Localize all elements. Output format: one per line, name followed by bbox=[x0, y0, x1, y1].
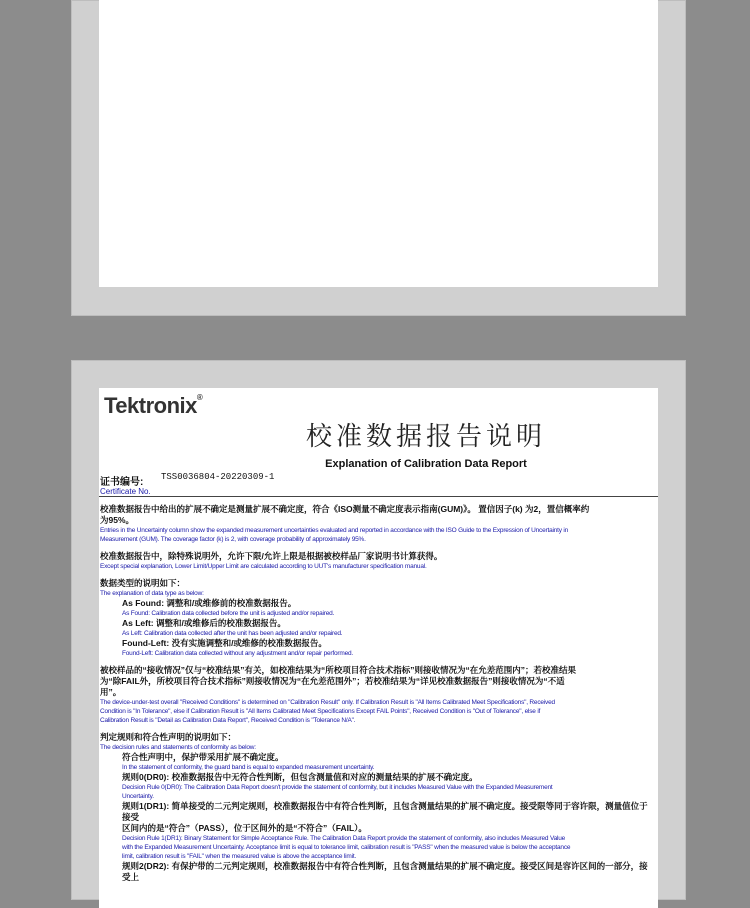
certificate-number: TSS0036804-20220309-1 bbox=[161, 472, 275, 482]
text-line-cn: 被校样品的“接收情况”仅与“校准结果”有关，如校准结果为“所校项目符合技术指标”则接收情况为“在允差范围内”；若校准结果 bbox=[100, 665, 577, 675]
text-line-cn: 符合性声明中，保护带采用扩展不确定度。 bbox=[122, 752, 284, 762]
text-line-cn: As Found: 调整和/或维修前的校准数据报告。 bbox=[122, 598, 297, 608]
text-line-en: Entries in the Uncertainty column show the expanded measurement uncertainties evaluated and reported in accordance with the ISO Guide to the Expression of Uncertainty in bbox=[100, 527, 569, 534]
document-body bbox=[100, 504, 656, 890]
text-line-en: Decision Rule 1(DR1): Binary Statement for Simple Acceptance Rule. The Calibration Data Report provide the statement of conformity, also includes Measured Value bbox=[122, 835, 566, 842]
text-line-en: Uncertainty. bbox=[122, 793, 154, 800]
text-line-cn: 校准数据报告中给出的扩展不确定是测量扩展不确定度，符合《ISO测量不确定度表示指南(GUM)》。 置信因子(k) 为2，置信概率约 bbox=[100, 504, 590, 514]
section-gap bbox=[100, 725, 656, 732]
text-line-cn: 数据类型的说明如下： bbox=[100, 578, 186, 588]
text-line-en: with the Expanded Measurement Uncertainty. Acceptance limit is equal to tolerance limit, calibration result is "PASS" when the measured value is below the acceptance bbox=[122, 844, 571, 851]
section-gap bbox=[100, 658, 656, 665]
doc-section bbox=[100, 551, 656, 571]
doc-section bbox=[100, 504, 656, 544]
text-line-en: Measurement (GUM). The coverage factor (k) is 2, with coverage probability of approximately 95%. bbox=[100, 536, 366, 543]
section-gap bbox=[100, 571, 656, 578]
doc-section bbox=[100, 665, 656, 725]
text-line-en: The explanation of data type as below: bbox=[100, 590, 204, 597]
text-line-en: The device-under-test overall "Received Conditions" is determined on "Calibration Result" only. If Calibration Result is "All Items Calibrated Meet Specifications", Received bbox=[100, 699, 555, 706]
doc-section bbox=[100, 732, 656, 883]
text-line-en: Calibration Result is "Detail as Calibration Data Report", Received Condition is "Tolerance N/A". bbox=[100, 717, 356, 724]
header-divider bbox=[99, 496, 658, 497]
title-english: Explanation of Calibration Data Report bbox=[325, 458, 527, 470]
previous-page-sheet bbox=[99, 0, 658, 287]
text-line-en: The decision rules and statements of conformity as below: bbox=[100, 744, 256, 751]
section-gap bbox=[100, 883, 656, 890]
text-line-cn: 规则0(DR0): 校准数据报告中无符合性判断，但包含测量值和对应的测量结果的扩展不确定度。 bbox=[122, 772, 478, 782]
text-line-cn: 判定规则和符合性声明的说明如下： bbox=[100, 732, 237, 742]
certificate-label-cn: 证书编号: bbox=[100, 477, 144, 488]
tektronix-logo: Tektronix® bbox=[104, 393, 203, 418]
text-line-en: limit, calibration result is "FAIL" when the measured value is above the acceptance limit. bbox=[122, 853, 357, 860]
text-line-en: As Left: Calibration data collected after the unit has been adjusted and/or repaired. bbox=[122, 630, 343, 637]
text-line-en: Found-Left: Calibration data collected without any adjustment and/or repair performed. bbox=[122, 650, 354, 657]
text-line-cn: Found-Left: 没有实施调整和/或维修的校准数据报告。 bbox=[122, 638, 327, 648]
document-page bbox=[99, 388, 658, 908]
text-line-en: Decision Rule 0(DR0): The Calibration Data Report doesn't provide the statement of conformity, but it includes Measured Value with the Expanded Measurement bbox=[122, 784, 553, 791]
section-gap bbox=[100, 544, 656, 551]
text-line-en: Except special explanation, Lower Limit/Upper Limit are calculated according to UUT's manufacturer specification manual. bbox=[100, 563, 427, 570]
text-line-en: As Found: Calibration data collected before the unit is adjusted and/or repaired. bbox=[122, 610, 335, 617]
text-line-cn: 为95%。 bbox=[100, 515, 135, 525]
text-line-cn: 规则2(DR2): 有保护带的二元判定规则，校准数据报告中有符合性判断，且包含测量结果的扩展不确定度。接受区间是容许区间的一部分，接受上 bbox=[122, 861, 648, 882]
text-line-cn: 用”。 bbox=[100, 687, 122, 697]
certificate-label-en: Certificate No. bbox=[100, 487, 151, 496]
text-line-cn: 规则1(DR1): 简单接受的二元判定规则，校准数据报告中有符合性判断，且包含测量结果的扩展不确定度。接受限等同于容许限，测量值位于接受 bbox=[122, 801, 648, 822]
doc-section bbox=[100, 578, 656, 658]
title-chinese: 校准数据报告说明 bbox=[305, 422, 546, 452]
text-line-en: Condition is "In Tolerance", else if Calibration Result is "All Items Calibrated Meet Specifications Except FAIL Points", Received Condition is "Out of Tolerance", else if bbox=[100, 708, 541, 715]
text-line-cn: 区间内的是“符合”（PASS），位于区间外的是“不符合”（FAIL）。 bbox=[122, 823, 367, 833]
text-line-cn: 校准数据报告中，除特殊说明外，允许下限/允许上限是根据被校样品厂家说明书计算获得。 bbox=[100, 551, 443, 561]
text-line-cn: 为“除FAIL外，所校项目符合技术指标”则接收情况为“在允差范围外”；若校准结果为“详见校准数据报告”则接收情况为“不适 bbox=[100, 676, 565, 686]
previous-page-frame bbox=[71, 0, 686, 316]
text-line-cn: As Left: 调整和/或维修后的校准数据报告。 bbox=[122, 618, 286, 628]
text-line-en: In the statement of conformity, the guard band is equal to expanded measurement uncertainty. bbox=[122, 764, 375, 771]
current-page-frame bbox=[71, 360, 686, 900]
